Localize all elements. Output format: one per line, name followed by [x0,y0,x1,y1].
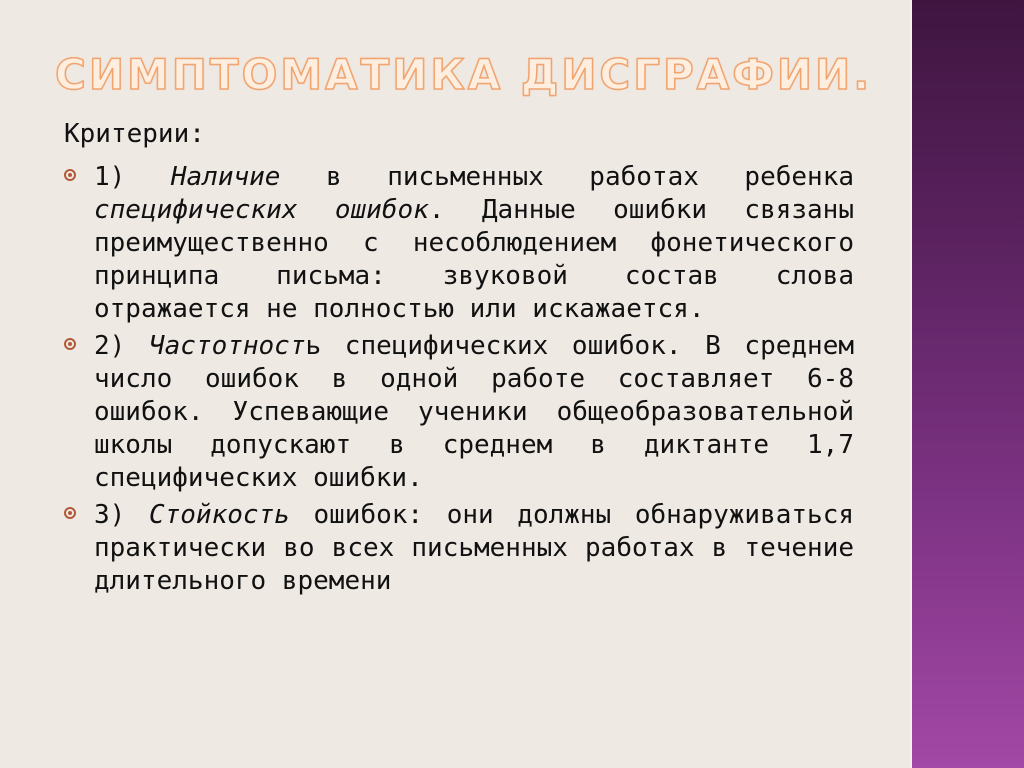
slide-body [64,118,854,602]
bullet-icon [64,338,76,350]
item-number: 2) [94,331,149,361]
list-item [64,499,854,598]
item-number: 3) [94,500,149,530]
item-keyword: Стойкость [148,500,290,530]
item-keyword: Частотност [148,331,306,361]
item-keyword: Наличие [170,162,281,192]
decorative-side-panel [912,0,1024,768]
slide-title: СИМПТОМАТИКА ДИСГРАФИИ. [55,50,873,99]
bullet-icon [64,507,76,519]
list-item [64,161,854,326]
item-text-continued: . Данные ошибки связаны преимущественно с несоблюдением фонетического принципа письма: звуковой состав слова отражается не полностью или искажается. [94,195,854,324]
item-text: ь специфических ошибок. В среднем число ошибок в одной работе составляет 6-8 ошибок. Успевающие ученики общеобразовательной школы допускают в среднем в диктанте 1,7 специфических ошибки. [94,331,854,493]
criteria-heading: Критерии: [64,119,205,149]
item-text: в письменных работах ребенка [280,162,854,192]
item-keyword-secondary: специфических ошибок [94,195,429,225]
bullet-icon [64,169,76,181]
item-text: ошибок: они должны обнаруживаться практически во всех письменных работах в течение длительного времени [94,500,854,596]
list-item [64,330,854,495]
item-number: 1) [94,162,171,192]
